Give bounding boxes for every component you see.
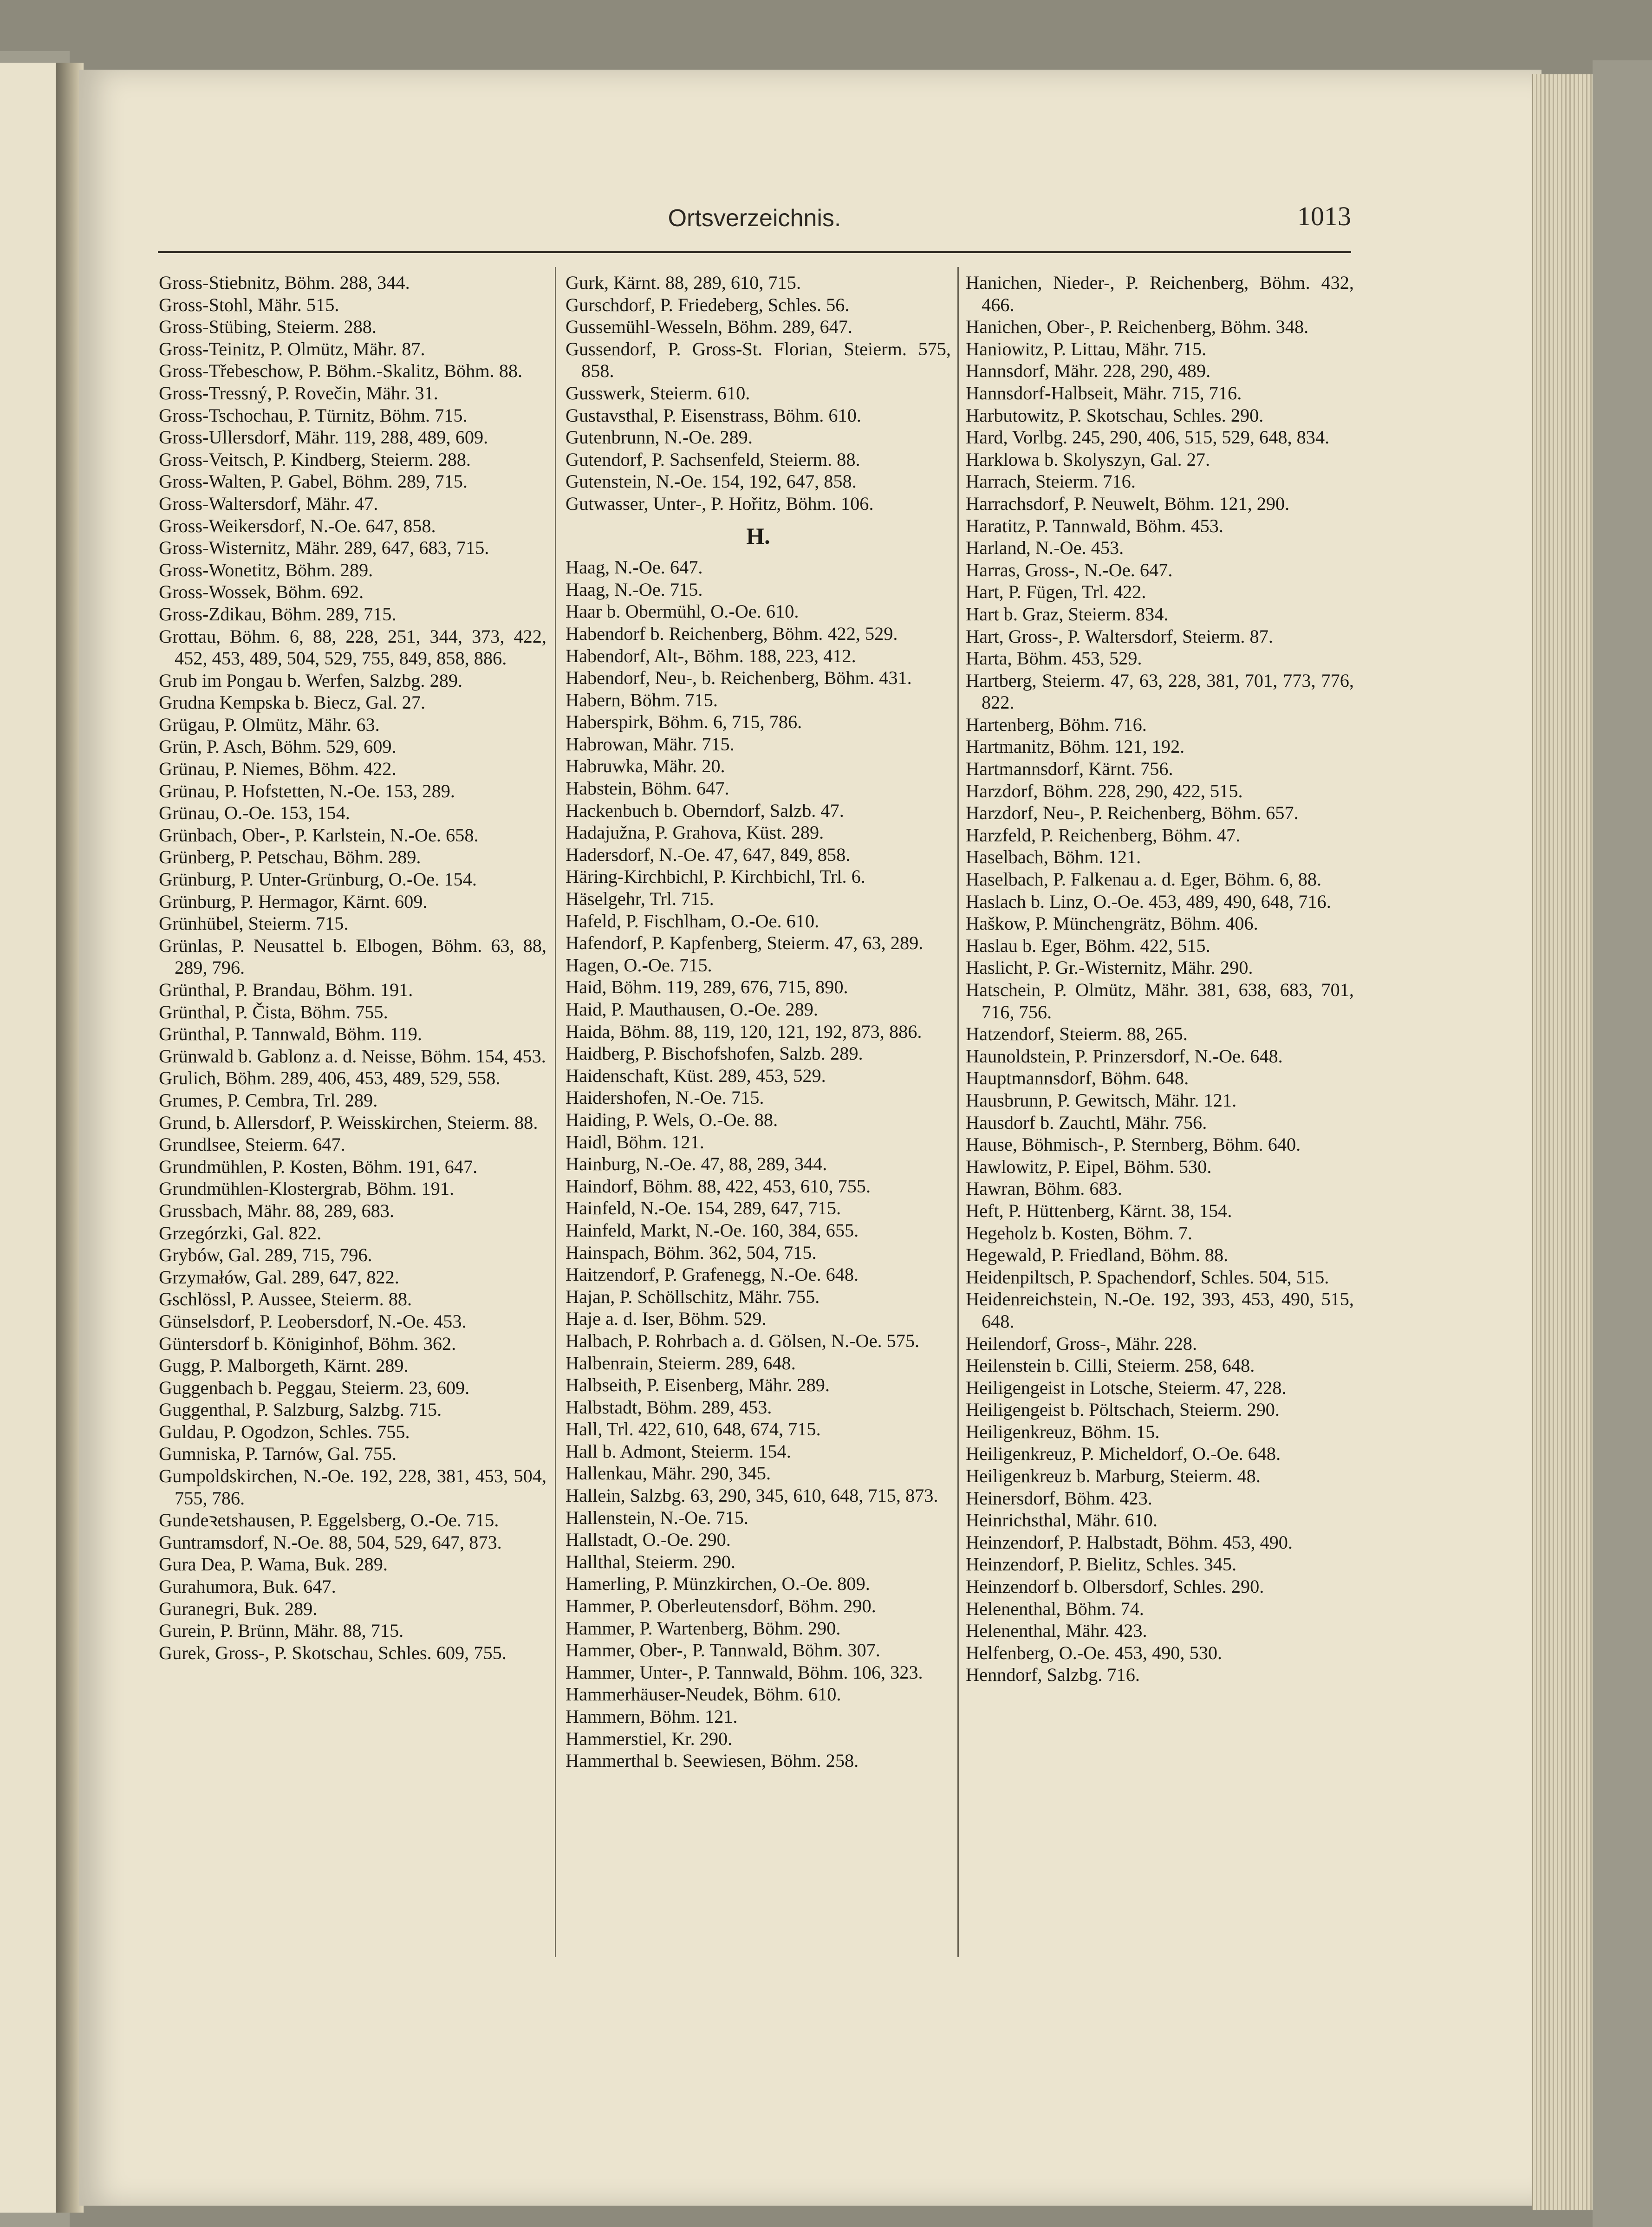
index-entry: Hart, P. Fügen, Trl. 422. (966, 581, 1146, 603)
index-entry: Harzdorf, Neu-, P. Reichenberg, Böhm. 657. (966, 802, 1299, 824)
index-entry: Heiligenkreuz b. Marburg, Steierm. 48. (966, 1465, 1261, 1487)
index-entry: Gusswerk, Steierm. 610. (566, 382, 750, 404)
index-entry: Grünburg, P. Hermagor, Kärnt. 609. (159, 891, 428, 912)
index-entry: Gross-Tschochau, P. Türnitz, Böhm. 715. (159, 404, 468, 426)
index-entry: Güntersdorf b. Königinhof, Böhm. 362. (159, 1333, 456, 1354)
index-entry: Halbach, P. Rohrbach a. d. Gölsen, N.-Oe. 575. (566, 1330, 920, 1351)
index-entry: Guldau, P. Ogodzon, Schles. 755. (159, 1421, 410, 1442)
index-entry: Gutendorf, P. Sachsenfeld, Steierm. 88. (566, 449, 860, 470)
index-entry: Hainburg, N.-Oe. 47, 88, 289, 344. (566, 1153, 827, 1175)
index-entry: Helfenberg, O.-Oe. 453, 490, 530. (966, 1642, 1223, 1663)
index-entry: Haidl, Böhm. 121. (566, 1131, 704, 1153)
index-entry: Gundeꝛetshausen, P. Eggelsberg, O.-Oe. 715. (159, 1510, 499, 1531)
index-entry: Habstein, Böhm. 647. (566, 778, 729, 799)
index-entry: Grügau, P. Olmütz, Mähr. 63. (159, 714, 380, 735)
index-entry: Grottau, Böhm. 6, 88, 228, 251, 344, 373, 422, 452, 453, 489, 504, 529, 755, 849, 858, 886. (159, 625, 546, 669)
index-entry: Hart b. Graz, Steierm. 834. (966, 603, 1169, 625)
index-entry: Grünlas, P. Neusattel b. Elbogen, Böhm. 63, 88, 289, 796. (159, 935, 546, 978)
index-entry: Helenenthal, Böhm. 74. (966, 1598, 1144, 1619)
index-entry: Haag, N.-Oe. 715. (566, 579, 703, 600)
book-cover-right (1593, 60, 1652, 2227)
index-entry: Haratitz, P. Tannwald, Böhm. 453. (966, 515, 1223, 536)
index-entry: Hallenkau, Mähr. 290, 345. (566, 1463, 771, 1484)
index-entry: Guggenthal, P. Salzburg, Salzbg. 715. (159, 1399, 442, 1420)
index-entry: Gustavsthal, P. Eisenstrass, Böhm. 610. (566, 404, 861, 426)
index-entry: Hauptmannsdorf, Böhm. 648. (966, 1068, 1189, 1089)
index-entry: Grybów, Gal. 289, 715, 796. (159, 1244, 372, 1266)
index-entry: Harbutowitz, P. Skotschau, Schles. 290. (966, 404, 1264, 426)
index-entry: Haidberg, P. Bischofshofen, Salzb. 289. (566, 1043, 863, 1064)
index-entry: Grünau, P. Niemes, Böhm. 422. (159, 758, 397, 780)
index-entry: Hackenbuch b. Oberndorf, Salzb. 47. (566, 800, 844, 821)
index-entry: Gutenstein, N.-Oe. 154, 192, 647, 858. (566, 471, 857, 492)
index-entry: Heidenreichstein, N.-Oe. 192, 393, 453, 490, 515, 648. (966, 1289, 1354, 1332)
index-entry: Hajan, P. Schöllschitz, Mähr. 755. (566, 1286, 820, 1307)
index-entry: Heinersdorf, Böhm. 423. (966, 1487, 1152, 1509)
index-entry: Guranegri, Buk. 289. (159, 1598, 318, 1619)
index-entry: Hainfeld, N.-Oe. 154, 289, 647, 715. (566, 1198, 841, 1219)
index-entry: Gross-Weikersdorf, N.-Oe. 647, 858. (159, 515, 436, 536)
index-column-3 (966, 272, 1354, 1686)
index-entry: Haslach b. Linz, O.-Oe. 453, 489, 490, 648, 716. (966, 891, 1331, 912)
index-entry: Grünhübel, Steierm. 715. (159, 913, 349, 934)
index-entry: Hainfeld, Markt, N.-Oe. 160, 384, 655. (566, 1219, 859, 1241)
index-entry: Hall, Trl. 422, 610, 648, 674, 715. (566, 1419, 821, 1440)
index-entry: Grünburg, P. Unter-Grünburg, O.-Oe. 154. (159, 869, 477, 890)
page-edges (1532, 74, 1593, 2210)
index-entry: Habrowan, Mähr. 715. (566, 733, 735, 755)
index-entry: Grzegórzki, Gal. 822. (159, 1222, 322, 1244)
index-entry: Hammer, P. Wartenberg, Böhm. 290. (566, 1617, 841, 1639)
index-entry: Grulich, Böhm. 289, 406, 453, 489, 529, 558. (159, 1068, 501, 1089)
index-entry: Harta, Böhm. 453, 529. (966, 648, 1142, 669)
index-entry: Helenenthal, Mähr. 423. (966, 1620, 1147, 1641)
index-entry: Gross-Třebeschow, P. Böhm.-Skalitz, Böhm. 88. (159, 360, 523, 382)
column-divider (957, 267, 959, 1957)
index-entry: Gurk, Kärnt. 88, 289, 610, 715. (566, 272, 801, 293)
index-entry: Harrach, Steierm. 716. (966, 471, 1136, 492)
index-entry: Hannsdorf-Halbseit, Mähr. 715, 716. (966, 382, 1242, 404)
index-entry: Haniowitz, P. Littau, Mähr. 715. (966, 338, 1207, 359)
index-entry: Hammern, Böhm. 121. (566, 1706, 738, 1727)
index-entry: Harzdorf, Böhm. 228, 290, 422, 515. (966, 780, 1243, 801)
index-entry: Haid, Böhm. 119, 289, 676, 715, 890. (566, 977, 848, 998)
index-entry: Hammerthal b. Seewiesen, Böhm. 258. (566, 1750, 859, 1771)
index-entry: Grünbach, Ober-, P. Karlstein, N.-Oe. 658. (159, 824, 479, 846)
index-entry: Hartenberg, Böhm. 716. (966, 714, 1147, 735)
index-entry: Guggenbach b. Peggau, Steierm. 23, 609. (159, 1377, 470, 1398)
index-entry: Gross-Tressný, P. Rovečin, Mähr. 31. (159, 382, 438, 404)
index-entry: Hadersdorf, N.-Oe. 47, 647, 849, 858. (566, 844, 851, 865)
index-entry: Haslau b. Eger, Böhm. 422, 515. (966, 935, 1210, 956)
index-entry: Grünau, P. Hofstetten, N.-Oe. 153, 289. (159, 780, 455, 801)
index-entry: Hard, Vorlbg. 245, 290, 406, 515, 529, 648, 834. (966, 427, 1330, 448)
index-entry: Habendorf, Alt-, Böhm. 188, 223, 412. (566, 645, 856, 666)
index-entry: Gussendorf, P. Gross-St. Florian, Steierm. 575, 858. (566, 338, 951, 382)
letter-heading: H. (746, 522, 770, 549)
index-entry: Gurschdorf, P. Friedeberg, Schles. 56. (566, 294, 850, 315)
index-entry: Grub im Pongau b. Werfen, Salzbg. 289. (159, 670, 463, 691)
index-entry: Gross-Stiebnitz, Böhm. 288, 344. (159, 272, 410, 293)
index-entry: Hafendorf, P. Kapfenberg, Steierm. 47, 63, 289. (566, 932, 924, 954)
index-entry: Hartmannsdorf, Kärnt. 756. (966, 758, 1173, 780)
index-entry: Heiligengeist in Lotsche, Steierm. 47, 228. (966, 1377, 1287, 1398)
index-entry: Hainspach, Böhm. 362, 504, 715. (566, 1242, 817, 1263)
index-entry: Gussemühl-Wesseln, Böhm. 289, 647. (566, 316, 852, 338)
index-entry: Gumniska, P. Tarnów, Gal. 755. (159, 1443, 397, 1465)
index-entry: Hammer, P. Oberleutensdorf, Böhm. 290. (566, 1595, 876, 1617)
index-entry: Gugg, P. Malborgeth, Kärnt. 289. (159, 1355, 409, 1376)
index-entry: Heiligenkreuz, Böhm. 15. (966, 1421, 1160, 1442)
index-entry: Gurek, Gross-, P. Skotschau, Schles. 609, 755. (159, 1642, 507, 1663)
index-entry: Hause, Böhmisch-, P. Sternberg, Böhm. 640. (966, 1134, 1301, 1155)
page-number: 1013 (1297, 201, 1351, 231)
column-divider (555, 267, 556, 1957)
index-entry: Gross-Veitsch, P. Kindberg, Steierm. 288. (159, 449, 471, 470)
index-entry: Heilenstein b. Cilli, Steierm. 258, 648. (966, 1355, 1255, 1376)
index-entry: Grünberg, P. Petschau, Böhm. 289. (159, 847, 421, 868)
index-entry: Haidershofen, N.-Oe. 715. (566, 1087, 764, 1108)
index-entry: Hart, Gross-, P. Waltersdorf, Steierm. 87. (966, 625, 1273, 647)
index-entry: Grundmühlen-Klostergrab, Böhm. 191. (159, 1178, 455, 1199)
index-entry: Grzymałów, Gal. 289, 647, 822. (159, 1266, 399, 1288)
index-entry: Gross-Stübing, Steierm. 288. (159, 316, 377, 338)
index-entry: Häselgehr, Trl. 715. (566, 888, 714, 910)
left-page-edge (0, 63, 59, 2213)
index-entry: Häring-Kirchbichl, P. Kirchbichl, Trl. 6. (566, 866, 865, 887)
index-entry: Haslicht, P. Gr.-Wisternitz, Mähr. 290. (966, 957, 1253, 978)
index-entry: Gschlössl, P. Aussee, Steierm. 88. (159, 1289, 412, 1310)
index-entry: Hartmanitz, Böhm. 121, 192. (966, 736, 1185, 757)
index-entry: Hammer, Unter-, P. Tannwald, Böhm. 106, 323. (566, 1661, 923, 1683)
index-entry: Grünthal, P. Brandau, Böhm. 191. (159, 979, 413, 1000)
index-entry: Haar b. Obermühl, O.-Oe. 610. (566, 601, 799, 622)
index-entry: Hafeld, P. Fischlham, O.-Oe. 610. (566, 910, 819, 931)
index-entry: Grünthal, P. Čista, Böhm. 755. (159, 1001, 388, 1022)
page-header (158, 200, 1351, 253)
index-entry: Harklowa b. Skolyszyn, Gal. 27. (966, 449, 1210, 470)
index-entry: Gurein, P. Brünn, Mähr. 88, 715. (159, 1620, 404, 1641)
index-entry: Gumpoldskirchen, N.-Oe. 192, 228, 381, 453, 504, 755, 786. (159, 1465, 546, 1509)
index-entry: Gross-Zdikau, Böhm. 289, 715. (159, 603, 397, 625)
index-entry: Hegewald, P. Friedland, Böhm. 88. (966, 1244, 1229, 1266)
index-entry: Habendorf, Neu-, b. Reichenberg, Böhm. 431. (566, 667, 912, 689)
index-entry: Gurahumora, Buk. 647. (159, 1576, 336, 1597)
index-entry: Haškow, P. Münchengrätz, Böhm. 406. (966, 913, 1258, 934)
index-entry: Hartberg, Steierm. 47, 63, 228, 381, 701, 773, 776, 822. (966, 670, 1354, 713)
index-entry: Hawlowitz, P. Eipel, Böhm. 530. (966, 1156, 1212, 1177)
index-entry: Hegeholz b. Kosten, Böhm. 7. (966, 1222, 1192, 1244)
index-entry: Harrachsdorf, P. Neuwelt, Böhm. 121, 290. (966, 493, 1290, 514)
index-entry: Haag, N.-Oe. 647. (566, 557, 703, 578)
index-entry: Haje a. d. Iser, Böhm. 529. (566, 1308, 767, 1329)
index-entry: Gross-Wossek, Böhm. 692. (159, 581, 364, 603)
index-entry: Gross-Waltersdorf, Mähr. 47. (159, 493, 378, 514)
index-entry: Harras, Gross-, N.-Oe. 647. (966, 559, 1173, 580)
index-entry: Heiligenkreuz, P. Micheldorf, O.-Oe. 648. (966, 1443, 1281, 1465)
index-entry: Harland, N.-Oe. 453. (966, 537, 1124, 559)
index-entry: Hanichen, Nieder-, P. Reichenberg, Böhm. 432, 466. (966, 272, 1354, 315)
running-head: Ortsverzeichnis. (668, 205, 841, 232)
index-entry: Henndorf, Salzbg. 716. (966, 1664, 1140, 1686)
index-entry: Gura Dea, P. Wama, Buk. 289. (159, 1554, 388, 1575)
index-entry: Gross-Wonetitz, Böhm. 289. (159, 559, 373, 580)
index-entry: Haiding, P. Wels, O.-Oe. 88. (566, 1109, 778, 1130)
index-entry: Heinzendorf, P. Bielitz, Schles. 345. (966, 1554, 1237, 1575)
index-entry: Heinrichsthal, Mähr. 610. (966, 1510, 1158, 1531)
index-entry: Heinzendorf b. Olbersdorf, Schles. 290. (966, 1576, 1264, 1597)
index-entry: Grundmühlen, P. Kosten, Böhm. 191, 647. (159, 1156, 478, 1177)
index-column-2 (566, 272, 951, 1772)
index-entry: Hamerling, P. Münzkirchen, O.-Oe. 809. (566, 1573, 870, 1595)
index-entry: Haindorf, Böhm. 88, 422, 453, 610, 755. (566, 1175, 871, 1197)
index-entry: Grussbach, Mähr. 88, 289, 683. (159, 1200, 395, 1221)
index-entry: Hallthal, Steierm. 290. (566, 1551, 735, 1572)
index-entry: Grünau, O.-Oe. 153, 154. (159, 802, 350, 824)
index-entry: Haselbach, P. Falkenau a. d. Eger, Böhm. 6, 88. (966, 869, 1322, 890)
index-entry: Halbenrain, Steierm. 289, 648. (566, 1352, 796, 1374)
index-entry: Hammerhäuser-Neudek, Böhm. 610. (566, 1684, 841, 1705)
index-entry: Haselbach, Böhm. 121. (966, 847, 1141, 868)
index-entry: Grünthal, P. Tannwald, Böhm. 119. (159, 1023, 422, 1045)
index-entry: Grudna Kempska b. Biecz, Gal. 27. (159, 692, 426, 713)
index-entry: Heilendorf, Gross-, Mähr. 228. (966, 1333, 1197, 1354)
index-entry: Gross-Walten, P. Gabel, Böhm. 289, 715. (159, 471, 468, 492)
index-entry: Habruwka, Mähr. 20. (566, 755, 725, 777)
index-entry: Hanichen, Ober-, P. Reichenberg, Böhm. 348. (966, 316, 1309, 338)
index-entry: Hammer, Ober-, P. Tannwald, Böhm. 307. (566, 1640, 880, 1661)
index-entry: Hallein, Salzbg. 63, 290, 345, 610, 648, 715, 873. (566, 1485, 938, 1506)
index-entry: Haunoldstein, P. Prinzersdorf, N.-Oe. 648. (966, 1045, 1283, 1067)
index-entry: Hausdorf b. Zauchtl, Mähr. 756. (966, 1112, 1207, 1133)
index-entry: Hannsdorf, Mähr. 228, 290, 489. (966, 360, 1211, 382)
index-entry: Habendorf b. Reichenberg, Böhm. 422, 529. (566, 623, 898, 644)
index-entry: Gutenbrunn, N.-Oe. 289. (566, 427, 753, 448)
index-entry: Hausbrunn, P. Gewitsch, Mähr. 121. (966, 1089, 1237, 1111)
index-column-1 (159, 272, 546, 1664)
index-entry: Heidenpiltsch, P. Spachendorf, Schles. 504, 515. (966, 1266, 1329, 1288)
index-entry: Heinzendorf, P. Halbstadt, Böhm. 453, 490. (966, 1531, 1293, 1553)
index-entry: Haidenschaft, Küst. 289, 453, 529. (566, 1065, 826, 1086)
index-entry: Hadajužna, P. Grahova, Küst. 289. (566, 822, 824, 843)
index-entry: Hammerstiel, Kr. 290. (566, 1728, 733, 1749)
index-entry: Heft, P. Hüttenberg, Kärnt. 38, 154. (966, 1200, 1232, 1221)
index-entry: Heiligengeist b. Pöltschach, Steierm. 290. (966, 1399, 1280, 1420)
index-entry: Hatzendorf, Steierm. 88, 265. (966, 1023, 1188, 1045)
index-entry: Gutwasser, Unter-, P. Hořitz, Böhm. 106. (566, 493, 874, 514)
index-entry: Grumes, P. Cembra, Trl. 289. (159, 1089, 378, 1111)
index-entry: Halbstadt, Böhm. 289, 453. (566, 1396, 772, 1418)
index-entry: Hawran, Böhm. 683. (966, 1178, 1122, 1199)
index-entry: Haid, P. Mauthausen, O.-Oe. 289. (566, 999, 818, 1020)
index-entry: Hallenstein, N.-Oe. 715. (566, 1507, 748, 1528)
index-entry: Habern, Böhm. 715. (566, 689, 718, 710)
index-entry: Hagen, O.-Oe. 715. (566, 954, 712, 976)
index-entry: Grundlsee, Steierm. 647. (159, 1134, 345, 1155)
index-entry: Hallstadt, O.-Oe. 290. (566, 1529, 731, 1550)
index-entry: Halbseith, P. Eisenberg, Mähr. 289. (566, 1374, 830, 1396)
index-entry: Haberspirk, Böhm. 6, 715, 786. (566, 711, 802, 733)
index-entry: Gross-Ullersdorf, Mähr. 119, 288, 489, 609. (159, 427, 488, 448)
index-entry: Gross-Wisternitz, Mähr. 289, 647, 683, 715. (159, 537, 489, 559)
index-entry: Grünwald b. Gablonz a. d. Neisse, Böhm. 154, 453. (159, 1045, 546, 1067)
index-entry: Grün, P. Asch, Böhm. 529, 609. (159, 736, 397, 757)
index-entry: Grund, b. Allersdorf, P. Weisskirchen, Steierm. 88. (159, 1112, 538, 1133)
index-entry: Guntramsdorf, N.-Oe. 88, 504, 529, 647, 873. (159, 1531, 502, 1553)
index-entry: Harzfeld, P. Reichenberg, Böhm. 47. (966, 824, 1241, 846)
index-entry: Haitzendorf, P. Grafenegg, N.-Oe. 648. (566, 1264, 859, 1285)
index-entry: Günselsdorf, P. Leobersdorf, N.-Oe. 453. (159, 1310, 467, 1332)
index-entry: Gross-Stohl, Mähr. 515. (159, 294, 339, 315)
index-entry: Hatschein, P. Olmütz, Mähr. 381, 638, 683, 701, 716, 756. (966, 979, 1354, 1022)
index-entry: Hall b. Admont, Steierm. 154. (566, 1440, 791, 1462)
index-entry: Gross-Teinitz, P. Olmütz, Mähr. 87. (159, 338, 425, 359)
index-entry: Haida, Böhm. 88, 119, 120, 121, 192, 873, 886. (566, 1021, 922, 1042)
